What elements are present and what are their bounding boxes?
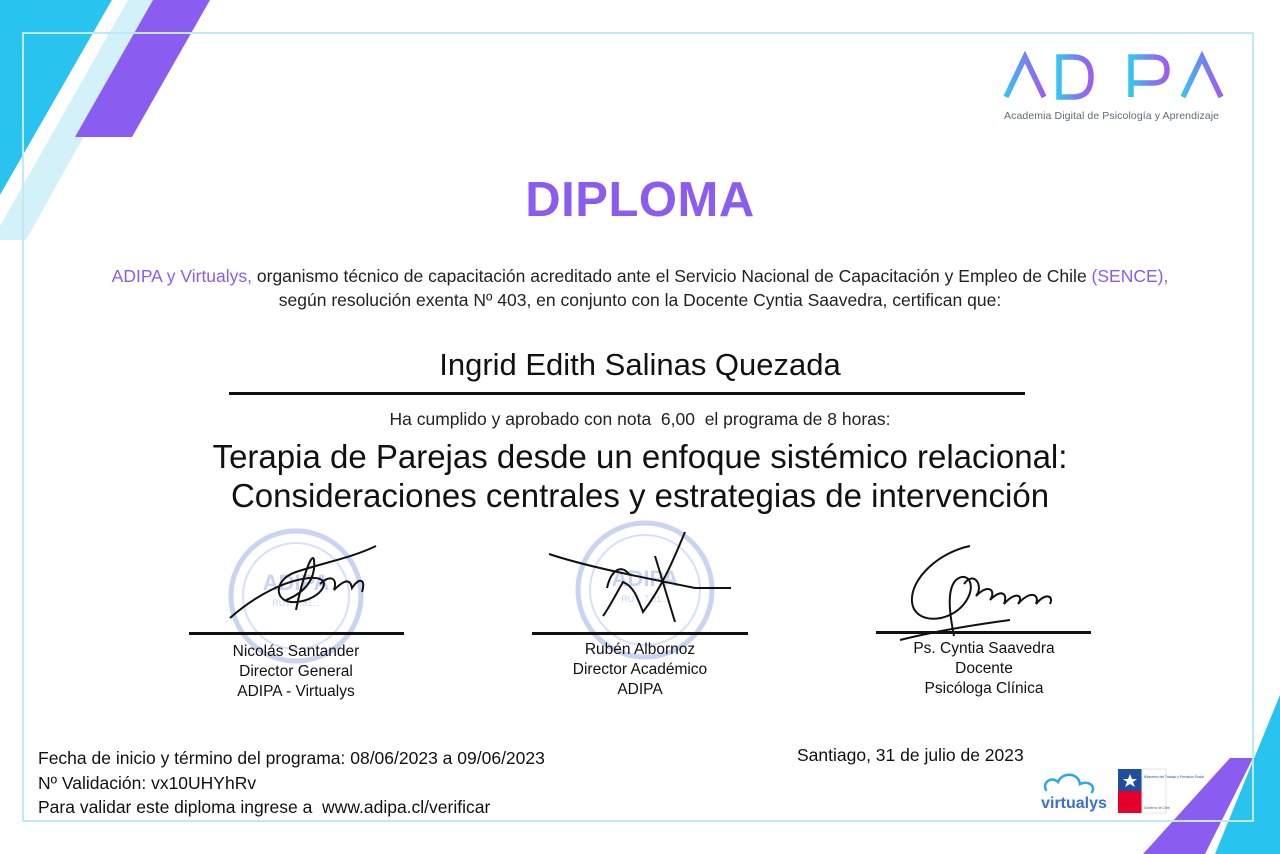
signature-santander-icon <box>226 540 386 630</box>
signature-line <box>876 631 1091 634</box>
course-title <box>0 437 1280 515</box>
signatory-org: ADIPA <box>617 681 663 698</box>
government-ministry-logo-icon <box>1118 769 1204 813</box>
signature-albornoz-icon <box>545 526 735 626</box>
stamp-text: ADIPA <box>262 570 330 595</box>
intro-text-2: según resolución exenta Nº 403, en conjunto con la Docente Cyntia Saavedra, certifican que: <box>278 290 1002 310</box>
verify-instructions: Para validar este diploma ingrese a www.adipa.cl/verificar <box>38 797 491 817</box>
adipa-logo-icon <box>1003 50 1238 104</box>
signatory-org: Psicóloga Clínica <box>924 680 1044 697</box>
signature-line <box>189 632 404 635</box>
signatory-block <box>530 640 750 700</box>
recipient-name: Ingrid Edith Salinas Quezada <box>439 347 841 382</box>
signature-line <box>532 632 748 635</box>
footer-info <box>38 746 545 820</box>
stamp-text: ADIPA <box>611 566 679 591</box>
diploma-title: DIPLOMA <box>525 173 755 227</box>
signatory-name: Nicolás Santander <box>232 643 360 660</box>
signature-saavedra-icon <box>890 540 1070 645</box>
course-title-line-1: Terapia de Parejas desde un enfoque sistémico relacional: <box>212 438 1068 475</box>
virtualys-logo-icon <box>1032 768 1116 814</box>
signatory-name: Rubén Albornoz <box>584 641 696 658</box>
government-name-text: Gobierno de Chile <box>1144 806 1170 810</box>
intro-text-1: organismo técnico de capacitación acreditado ante el Servicio Nacional de Capacitación y Empleo de Chile <box>252 266 1092 286</box>
ministry-name-text: Ministerio del Trabajo y Previsión Social <box>1144 775 1204 779</box>
signatory-block <box>874 639 1094 699</box>
course-title-line-2: Consideraciones centrales y estrategias de intervención <box>230 477 1050 514</box>
issuer-name: ADIPA y Virtualys, <box>111 266 253 286</box>
recipient-underline <box>229 392 1025 395</box>
virtualys-wordmark: virtualys <box>1041 795 1107 812</box>
signatory-org: ADIPA - Virtualys <box>237 683 355 700</box>
signatory-role: Director Académico <box>572 661 708 678</box>
signatory-role: Director General <box>239 663 353 680</box>
grade-sentence: Ha cumplido y aprobado con nota 6,00 el programa de 8 horas: <box>389 409 891 429</box>
sence-label: (SENCE), <box>1091 266 1169 286</box>
signatory-name: Ps. Cyntia Saavedra <box>913 640 1055 657</box>
adipa-logo-subtitle: Academia Digital de Psicología y Aprendizaje <box>1004 110 1220 122</box>
stamp-rut: RUT: 7.81... <box>621 594 669 604</box>
signatory-role: Docente <box>955 660 1013 677</box>
validation-code: Nº Validación: vx10UHYhRv <box>38 772 257 793</box>
signatory-block <box>186 642 406 702</box>
place-and-date: Santiago, 31 de julio de 2023 <box>797 745 1024 765</box>
stamp-rut: RUT: 7.81... <box>272 598 320 608</box>
intro-paragraph <box>100 264 1180 312</box>
program-dates: Fecha de inicio y término del programa: 08/06/2023 a 09/06/2023 <box>38 748 545 768</box>
